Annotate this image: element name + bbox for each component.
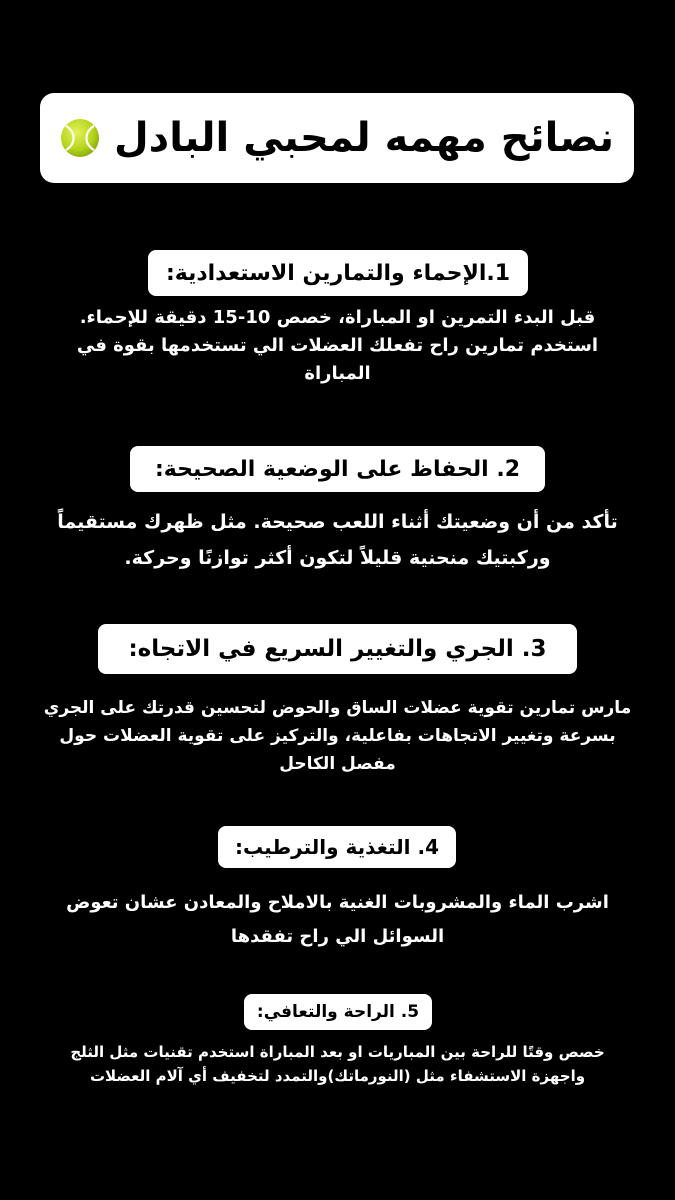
section-5-heading-box bbox=[244, 994, 432, 1030]
section-3-heading: 3. الجري والتغيير السريع في الاتجاه: bbox=[128, 636, 547, 662]
tennis-ball-icon bbox=[60, 118, 100, 158]
section-5-heading: 5. الراحة والتعافي: bbox=[256, 1002, 420, 1022]
section-1-heading-box bbox=[148, 250, 528, 296]
page-title: نصائح مهمه لمحبي البادل bbox=[113, 115, 615, 161]
section-4-heading: 4. التغذية والترطيب: bbox=[234, 835, 440, 859]
title-banner bbox=[40, 93, 634, 183]
section-3-body: مارس تمارين تقوية عضلات الساق والحوض لتحسين قدرتك على الجري بسرعة وتغيير الاتجاهات بفاعلية، والتركيز على تقوية العضلات حول مفصل الكاحل bbox=[43, 698, 632, 774]
section-5-body: خصص وقتًا للراحة بين المباريات او بعد المباراة استخدم تقنيات مثل الثلج واجهزة الاستشفاء مثل (النورماتك)والتمدد لتخفيف أي آلام العضلات bbox=[70, 1043, 605, 1085]
section-2-body: تأكد من أن وضعيتك أثناء اللعب صحيحة. مثل ظهرك مستقيماً وركبتيك منحنية قليلاً لتكون أكثر توازنًا وحركة. bbox=[57, 511, 618, 569]
section-4-heading-box bbox=[218, 826, 456, 868]
section-1-body: قبل البدء التمرين او المباراة، خصص 10-15 دقيقة للإحماء. استخدم تمارين راح تفعلك العضلات الي تستخدمها بقوة في المباراة bbox=[76, 307, 599, 384]
section-3-heading-box bbox=[98, 624, 577, 674]
section-2-heading: 2. الحفاظ على الوضعية الصحيحة: bbox=[154, 456, 521, 482]
section-2-heading-box bbox=[130, 446, 545, 492]
section-1-heading: 1.الإحماء والتمارين الاستعدادية: bbox=[165, 260, 511, 286]
section-4-body: اشرب الماء والمشروبات الغنية بالاملاح والمعادن عشان تعوض السوائل الي راح تفقدها bbox=[66, 892, 609, 947]
